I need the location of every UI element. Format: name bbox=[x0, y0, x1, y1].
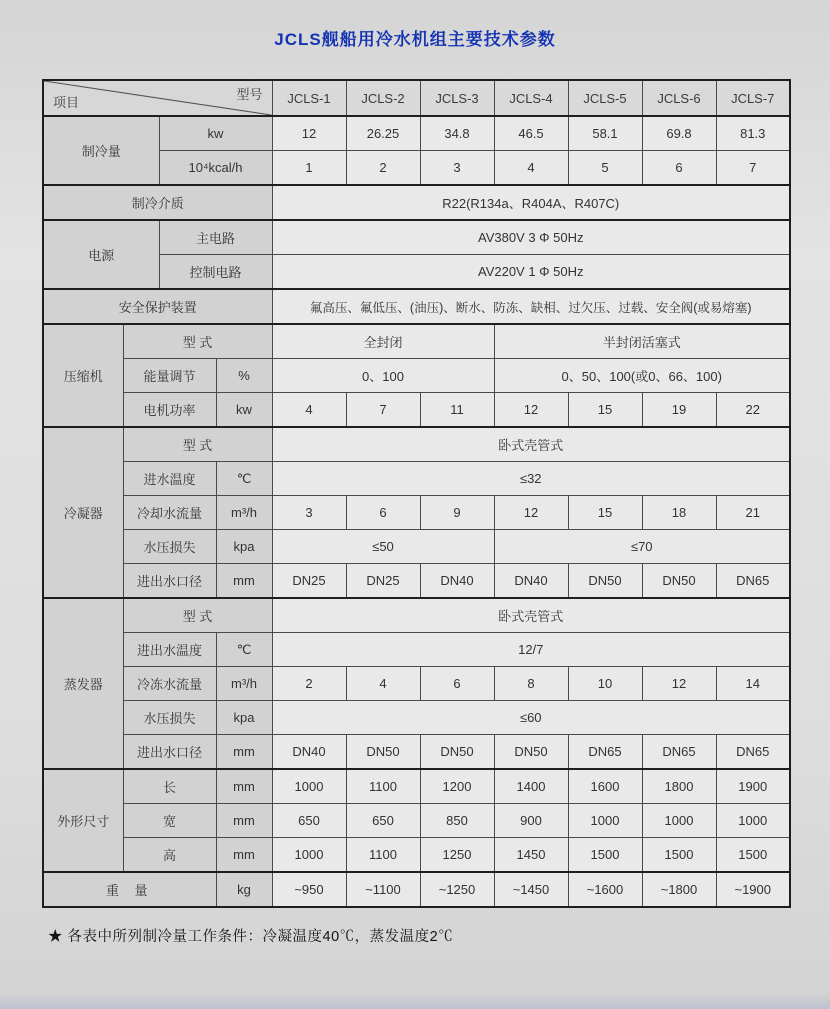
dimension-length-value-1: 1000 bbox=[272, 769, 346, 804]
evaporator-temp-value: 12/7 bbox=[272, 633, 790, 667]
condenser-flow-row bbox=[43, 496, 790, 530]
evaporator-flow-value-2: 4 bbox=[346, 667, 420, 701]
weight-row bbox=[43, 872, 790, 907]
dimension-width-value-1: 650 bbox=[272, 804, 346, 838]
condenser-group-label: 冷凝器 bbox=[43, 427, 123, 598]
weight-label: 重 量 bbox=[43, 872, 216, 907]
spec-table bbox=[42, 79, 791, 908]
weight-value-7: ~1900 bbox=[716, 872, 790, 907]
compressor-motor-value-7: 22 bbox=[716, 393, 790, 428]
refrigerant-value: R22(R134a、R404A、R407C) bbox=[272, 185, 790, 220]
header-row bbox=[43, 80, 790, 116]
page-title: JCLS舰船用冷水机组主要技术参数 bbox=[274, 30, 556, 49]
cooling-kw-value-1: 12 bbox=[272, 116, 346, 151]
evaporator-pressure-loss-label: 水压损失 bbox=[123, 701, 216, 735]
compressor-motor-row bbox=[43, 393, 790, 428]
power-control-label: 控制电路 bbox=[159, 255, 272, 290]
condenser-type-label: 型 式 bbox=[123, 427, 272, 462]
dimensions-group-label: 外形尺寸 bbox=[43, 769, 123, 872]
evaporator-pressure-loss-value: ≤60 bbox=[272, 701, 790, 735]
condenser-pipe-value-4: DN40 bbox=[494, 564, 568, 599]
weight-value-1: ~950 bbox=[272, 872, 346, 907]
cooling-kcal-value-6: 6 bbox=[642, 151, 716, 186]
condenser-flow-value-2: 6 bbox=[346, 496, 420, 530]
condenser-flow-value-6: 18 bbox=[642, 496, 716, 530]
model-header-6: JCLS-6 bbox=[642, 80, 716, 116]
model-header-5: JCLS-5 bbox=[568, 80, 642, 116]
dimension-height-value-3: 1250 bbox=[420, 838, 494, 873]
compressor-energy-right: 0、50、100(或0、66、100) bbox=[494, 359, 790, 393]
condenser-type-value: 卧式壳管式 bbox=[272, 427, 790, 462]
evaporator-flow-value-7: 14 bbox=[716, 667, 790, 701]
dimension-length-value-3: 1200 bbox=[420, 769, 494, 804]
evaporator-pressure-loss-row bbox=[43, 701, 790, 735]
condenser-pipe-value-3: DN40 bbox=[420, 564, 494, 599]
dimension-height-value-1: 1000 bbox=[272, 838, 346, 873]
power-main-value: AV380V 3 Φ 50Hz bbox=[272, 220, 790, 255]
condenser-type-row bbox=[43, 427, 790, 462]
dimension-width-unit: mm bbox=[216, 804, 272, 838]
dimension-length-unit: mm bbox=[216, 769, 272, 804]
dimension-height-value-6: 1500 bbox=[642, 838, 716, 873]
condenser-inlet-temp-unit: ℃ bbox=[216, 462, 272, 496]
safety-row bbox=[43, 289, 790, 324]
dimension-length-value-5: 1600 bbox=[568, 769, 642, 804]
condenser-inlet-temp-row bbox=[43, 462, 790, 496]
evaporator-flow-value-3: 6 bbox=[420, 667, 494, 701]
evaporator-flow-value-4: 8 bbox=[494, 667, 568, 701]
condenser-pipe-label: 进出水口径 bbox=[123, 564, 216, 599]
power-control-value: AV220V 1 Φ 50Hz bbox=[272, 255, 790, 290]
cooling-group-label: 制冷量 bbox=[43, 116, 159, 185]
dimension-width-label: 宽 bbox=[123, 804, 216, 838]
condenser-pressure-loss-right: ≤70 bbox=[494, 530, 790, 564]
weight-value-3: ~1250 bbox=[420, 872, 494, 907]
cooling-kw-row bbox=[43, 116, 790, 151]
footnote-text: ★ 各表中所列制冷量工作条件：冷凝温度40℃，蒸发温度2℃ bbox=[48, 929, 454, 945]
model-header-3: JCLS-3 bbox=[420, 80, 494, 116]
compressor-motor-value-6: 19 bbox=[642, 393, 716, 428]
compressor-group-label: 压缩机 bbox=[43, 324, 123, 427]
model-header-1: JCLS-1 bbox=[272, 80, 346, 116]
dimension-width-row bbox=[43, 804, 790, 838]
compressor-motor-label: 电机功率 bbox=[123, 393, 216, 428]
cooling-kcal-value-1: 1 bbox=[272, 151, 346, 186]
evaporator-pipe-value-4: DN50 bbox=[494, 735, 568, 770]
cooling-kw-value-6: 69.8 bbox=[642, 116, 716, 151]
corner-model-label: 型号 bbox=[236, 87, 263, 102]
dimension-height-label: 高 bbox=[123, 838, 216, 873]
condenser-pipe-row bbox=[43, 564, 790, 599]
condenser-inlet-temp-label: 进水温度 bbox=[123, 462, 216, 496]
compressor-type-right: 半封闭活塞式 bbox=[494, 324, 790, 359]
power-main-label: 主电路 bbox=[159, 220, 272, 255]
evaporator-temp-row bbox=[43, 633, 790, 667]
cooling-kcal-unit: 10⁴kcal/h bbox=[159, 151, 272, 186]
evaporator-flow-row bbox=[43, 667, 790, 701]
condenser-pipe-value-6: DN50 bbox=[642, 564, 716, 599]
compressor-motor-value-5: 15 bbox=[568, 393, 642, 428]
dimension-length-value-6: 1800 bbox=[642, 769, 716, 804]
dimension-length-row bbox=[43, 769, 790, 804]
dimension-height-value-2: 1100 bbox=[346, 838, 420, 873]
cooling-kw-value-4: 46.5 bbox=[494, 116, 568, 151]
cooling-kcal-value-4: 4 bbox=[494, 151, 568, 186]
cooling-kw-value-2: 26.25 bbox=[346, 116, 420, 151]
refrigerant-label: 制冷介质 bbox=[43, 185, 272, 220]
power-main-row bbox=[43, 220, 790, 255]
compressor-type-left: 全封闭 bbox=[272, 324, 494, 359]
compressor-energy-row bbox=[43, 359, 790, 393]
condenser-inlet-temp-value: ≤32 bbox=[272, 462, 790, 496]
condenser-flow-unit: m³/h bbox=[216, 496, 272, 530]
evaporator-pipe-value-5: DN65 bbox=[568, 735, 642, 770]
condenser-pipe-unit: mm bbox=[216, 564, 272, 599]
compressor-motor-value-4: 12 bbox=[494, 393, 568, 428]
cooling-kcal-value-2: 2 bbox=[346, 151, 420, 186]
evaporator-pipe-value-3: DN50 bbox=[420, 735, 494, 770]
evaporator-type-label: 型 式 bbox=[123, 598, 272, 633]
evaporator-flow-label: 冷冻水流量 bbox=[123, 667, 216, 701]
weight-value-6: ~1800 bbox=[642, 872, 716, 907]
compressor-motor-unit: kw bbox=[216, 393, 272, 428]
condenser-pipe-value-7: DN65 bbox=[716, 564, 790, 599]
evaporator-flow-value-1: 2 bbox=[272, 667, 346, 701]
bottom-scan-band bbox=[0, 993, 830, 1009]
dimension-width-value-7: 1000 bbox=[716, 804, 790, 838]
evaporator-pipe-label: 进出水口径 bbox=[123, 735, 216, 770]
evaporator-pipe-value-1: DN40 bbox=[272, 735, 346, 770]
condenser-flow-value-1: 3 bbox=[272, 496, 346, 530]
dimension-width-value-3: 850 bbox=[420, 804, 494, 838]
evaporator-pipe-row bbox=[43, 735, 790, 770]
compressor-energy-label: 能量调节 bbox=[123, 359, 216, 393]
model-header-2: JCLS-2 bbox=[346, 80, 420, 116]
condenser-flow-label: 冷却水流量 bbox=[123, 496, 216, 530]
dimension-length-value-4: 1400 bbox=[494, 769, 568, 804]
evaporator-temp-unit: ℃ bbox=[216, 633, 272, 667]
evaporator-pipe-value-6: DN65 bbox=[642, 735, 716, 770]
cooling-kw-value-5: 58.1 bbox=[568, 116, 642, 151]
dimension-height-value-7: 1500 bbox=[716, 838, 790, 873]
evaporator-flow-value-6: 12 bbox=[642, 667, 716, 701]
weight-value-5: ~1600 bbox=[568, 872, 642, 907]
dimension-height-value-5: 1500 bbox=[568, 838, 642, 873]
compressor-energy-left: 0、100 bbox=[272, 359, 494, 393]
compressor-type-row bbox=[43, 324, 790, 359]
model-header-7: JCLS-7 bbox=[716, 80, 790, 116]
evaporator-pipe-value-7: DN65 bbox=[716, 735, 790, 770]
condenser-flow-value-3: 9 bbox=[420, 496, 494, 530]
evaporator-temp-label: 进出水温度 bbox=[123, 633, 216, 667]
power-group-label: 电源 bbox=[43, 220, 159, 289]
evaporator-pressure-loss-unit: kpa bbox=[216, 701, 272, 735]
dimension-height-value-4: 1450 bbox=[494, 838, 568, 873]
weight-value-4: ~1450 bbox=[494, 872, 568, 907]
compressor-type-label: 型 式 bbox=[123, 324, 272, 359]
weight-value-2: ~1100 bbox=[346, 872, 420, 907]
dimension-width-value-6: 1000 bbox=[642, 804, 716, 838]
condenser-flow-value-7: 21 bbox=[716, 496, 790, 530]
condenser-pressure-loss-unit: kpa bbox=[216, 530, 272, 564]
cooling-kcal-value-7: 7 bbox=[716, 151, 790, 186]
safety-label: 安全保护装置 bbox=[43, 289, 272, 324]
dimension-length-label: 长 bbox=[123, 769, 216, 804]
dimension-height-row bbox=[43, 838, 790, 873]
safety-value: 氟高压、氟低压、(油压)、断水、防冻、缺相、过欠压、过载、安全阀(或易熔塞) bbox=[272, 289, 790, 324]
compressor-motor-value-2: 7 bbox=[346, 393, 420, 428]
evaporator-pipe-value-2: DN50 bbox=[346, 735, 420, 770]
dimension-width-value-4: 900 bbox=[494, 804, 568, 838]
evaporator-group-label: 蒸发器 bbox=[43, 598, 123, 769]
cooling-kcal-value-3: 3 bbox=[420, 151, 494, 186]
evaporator-pipe-unit: mm bbox=[216, 735, 272, 770]
condenser-flow-value-4: 12 bbox=[494, 496, 568, 530]
refrigerant-row bbox=[43, 185, 790, 220]
cooling-kw-value-7: 81.3 bbox=[716, 116, 790, 151]
condenser-pressure-loss-left: ≤50 bbox=[272, 530, 494, 564]
cooling-kw-value-3: 34.8 bbox=[420, 116, 494, 151]
evaporator-type-value: 卧式壳管式 bbox=[272, 598, 790, 633]
condenser-pipe-value-5: DN50 bbox=[568, 564, 642, 599]
compressor-energy-unit: % bbox=[216, 359, 272, 393]
condenser-flow-value-5: 15 bbox=[568, 496, 642, 530]
evaporator-flow-value-5: 10 bbox=[568, 667, 642, 701]
condenser-pressure-loss-row bbox=[43, 530, 790, 564]
dimension-height-unit: mm bbox=[216, 838, 272, 873]
evaporator-flow-unit: m³/h bbox=[216, 667, 272, 701]
condenser-pressure-loss-label: 水压损失 bbox=[123, 530, 216, 564]
cooling-kcal-value-5: 5 bbox=[568, 151, 642, 186]
model-header-4: JCLS-4 bbox=[494, 80, 568, 116]
compressor-motor-value-3: 11 bbox=[420, 393, 494, 428]
dimension-width-value-5: 1000 bbox=[568, 804, 642, 838]
cooling-kw-unit: kw bbox=[159, 116, 272, 151]
condenser-pipe-value-2: DN25 bbox=[346, 564, 420, 599]
weight-unit: kg bbox=[216, 872, 272, 907]
evaporator-type-row bbox=[43, 598, 790, 633]
dimension-length-value-7: 1900 bbox=[716, 769, 790, 804]
condenser-pipe-value-1: DN25 bbox=[272, 564, 346, 599]
compressor-motor-value-1: 4 bbox=[272, 393, 346, 428]
corner-item-label: 项目 bbox=[53, 95, 80, 110]
dimension-length-value-2: 1100 bbox=[346, 769, 420, 804]
corner-cell bbox=[43, 80, 272, 116]
dimension-width-value-2: 650 bbox=[346, 804, 420, 838]
